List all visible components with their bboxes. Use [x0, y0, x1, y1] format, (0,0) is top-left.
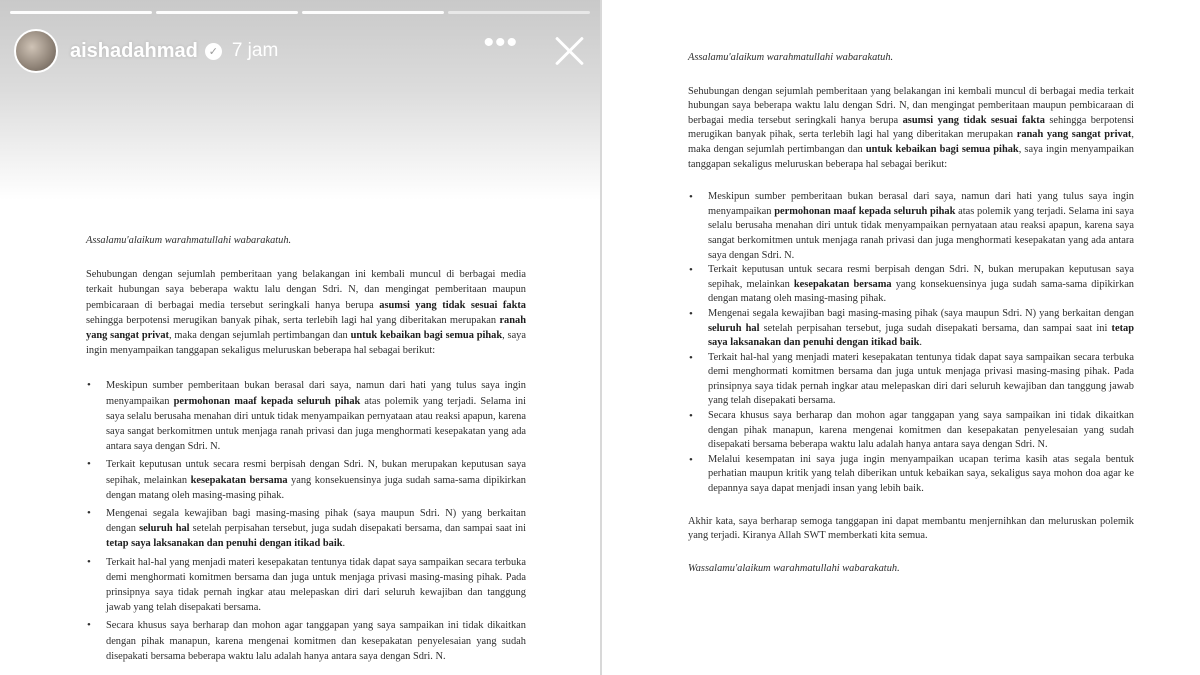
story-statement-image: [86, 233, 526, 667]
story-timestamp: 7 jam: [231, 40, 279, 61]
statement-document: [688, 51, 1134, 576]
list-item: • Meskipun sumber pemberitaan bukan berasal dari saya, namun dari hati yang tulus saya ingin menyampaikan permohonan maaf kepada seluruh pihak atas polemik yang terjadi. Selama ini saya selalu berusaha menahan diri untuk tidak menyampaikan pernyataan atau reaksi apapun, karena saya sangat berkomitmen untuk menjaga ranah privasi dan juga menghormati kesepakatan yang ada antara saya dengan Sdri. N.: [688, 190, 1134, 263]
list-item: • Secara khusus saya berharap dan mohon agar tanggapan yang saya sampaikan ini tidak dikaitkan dengan pihak manapun, karena mengenai komitmen dan kesepakatan penyelesaian yang sudah disepakati bersama beberapa waktu lalu adalah hanya antara saya dengan Sdri. N.: [86, 618, 526, 664]
username[interactable]: aishadahmad: [70, 39, 198, 62]
statement-points: [688, 190, 1134, 496]
panel-divider: [600, 0, 602, 675]
story-progress-bar: [10, 11, 590, 14]
story-header: [14, 28, 586, 74]
progress-segment: [10, 11, 152, 14]
verified-badge-icon: ✓: [205, 43, 222, 60]
list-item: • Terkait keputusan untuk secara resmi berpisah dengan Sdri. N, bukan merupakan keputusan saya sepihak, melainkan kesepakatan bersama yang konsekuensinya juga sudah sama-sama dipikirkan dengan matang oleh masing-masing pihak.: [688, 263, 1134, 307]
list-item: • Terkait hal-hal yang menjadi materi kesepakatan tentunya tidak dapat saya sampaikan secara terbuka demi menghormati komitmen bersama dan juga untuk menjaga privasi masing-masing pihak. Pada prinsipnya saya tidak pernah ingkar atau melepaskan diri dari seluruh kewajiban dan tanggung jawab yang telah disepakati bersama.: [86, 555, 526, 616]
list-item: • Mengenai segala kewajiban bagi masing-masing pihak (saya maupun Sdri. N) yang berkaitan dengan seluruh hal setelah perpisahan tersebut, juga sudah disepakati bersama, dan sampai saat ini tetap saya laksanakan dan penuhi dengan itikad baik.: [86, 506, 526, 552]
greeting: Assalamu'alaikum warahmatullahi wabarakatuh.: [688, 52, 894, 63]
greeting: Assalamu'alaikum warahmatullahi wabarakatuh.: [86, 235, 292, 246]
intro-paragraph: Sehubungan dengan sejumlah pemberitaan yang belakangan ini kembali muncul di berbagai media terkait hubungan saya beberapa waktu lalu dengan Sdri. N, dan mengingat pemberitaan maupun pembicaraan di berbagai media tersebut seringkali hanya berupa asumsi yang tidak sesuai fakta sehingga berpotensi merugikan banyak pihak, serta terlebih lagi hal yang diberitakan merupakan ranah yang sangat privat, maka dengan sejumlah pertimbangan dan untuk kebaikan bagi semua pihak, saya ingin menyampaikan tanggapan sekaligus meluruskan beberapa hal sebagai berikut:: [688, 85, 1134, 170]
list-item: • Terkait hal-hal yang menjadi materi kesepakatan tentunya tidak dapat saya sampaikan secara terbuka demi menghormati komitmen bersama dan juga untuk menjaga privasi masing-masing pihak. Pada prinsipnya saya tidak pernah ingkar atau melepaskan diri dari seluruh kewajiban dan tanggung jawab yang telah disepakati bersama.: [688, 351, 1134, 409]
closing-paragraph: Akhir kata, saya berharap semoga tanggapan ini dapat membantu menjernihkan dan meluruskan polemik yang terjadi. Kiranya Allah SWT memberkati kita semua.: [688, 515, 1134, 542]
progress-segment: [156, 11, 298, 14]
list-item: • Terkait keputusan untuk secara resmi berpisah dengan Sdri. N, bukan merupakan keputusan saya sepihak, melainkan kesepakatan bersama yang konsekuensinya juga sudah sama-sama dipikirkan dengan matang oleh masing-masing pihak.: [86, 457, 526, 503]
more-options-button[interactable]: •••: [483, 26, 518, 59]
list-item: • Secara khusus saya berharap dan mohon agar tanggapan yang saya sampaikan ini tidak dikaitkan dengan pihak manapun, karena mengenai komitmen dan kesepakatan penyelesaian yang sudah disepakati bersama beberapa waktu lalu adalah hanya antara saya dengan Sdri. N.: [688, 409, 1134, 453]
list-item: • Mengenai segala kewajiban bagi masing-masing pihak (saya maupun Sdri. N) yang berkaitan dengan seluruh hal setelah perpisahan tersebut, juga sudah disepakati bersama, dan sampai saat ini tetap saya laksanakan dan penuhi dengan itikad baik.: [688, 307, 1134, 351]
list-item: • Melalui kesempatan ini saya juga ingin menyampaikan ucapan terima kasih atas segala bentuk perhatian maupun kritik yang telah diberikan untuk kebaikan saya, sekaligus saya mohon doa agar ke depannya saya dapat menjadi insan yang lebih baik.: [688, 453, 1134, 497]
farewell: Wassalamu'alaikum warahmatullahi wabarakatuh.: [688, 562, 900, 574]
statement-points: [86, 378, 526, 664]
list-item: • Meskipun sumber pemberitaan bukan berasal dari saya, namun dari hati yang tulus saya ingin menyampaikan permohonan maaf kepada seluruh pihak atas polemik yang terjadi. Selama ini saya selalu berusaha menahan diri untuk tidak menyampaikan pernyataan atau reaksi apapun, karena saya sangat berkomitmen untuk menjaga ranah privasi dan juga menghormati kesepakatan yang ada antara saya dengan Sdri. N.: [86, 378, 526, 454]
avatar[interactable]: [14, 29, 58, 73]
progress-segment: [302, 11, 444, 14]
progress-segment: [448, 11, 590, 14]
close-icon[interactable]: [552, 34, 586, 68]
intro-paragraph: Sehubungan dengan sejumlah pemberitaan yang belakangan ini kembali muncul di berbagai media terkait hubungan saya beberapa waktu lalu dengan Sdri. N, dan mengingat pemberitaan maupun pembicaraan di berbagai media tersebut seringkali hanya berupa asumsi yang tidak sesuai fakta sehingga berpotensi merugikan banyak pihak, serta terlebih lagi hal yang diberitakan merupakan ranah yang sangat privat, maka dengan sejumlah pertimbangan dan untuk kebaikan bagi semua pihak, saya ingin menyampaikan tanggapan sekaligus meluruskan beberapa hal sebagai berikut:: [86, 269, 527, 357]
